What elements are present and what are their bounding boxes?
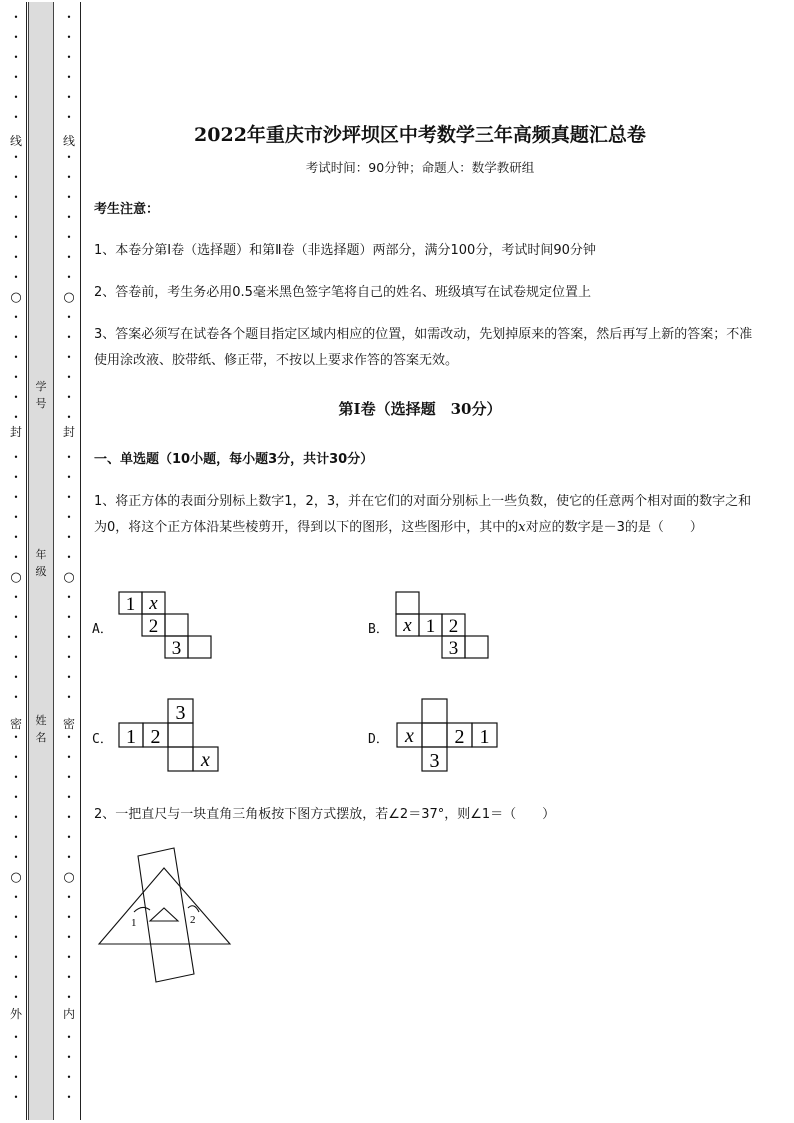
binding-dot: • (13, 993, 19, 1002)
option-c-cell-2: 2 (150, 726, 161, 748)
binding-dot: • (66, 1053, 72, 1062)
binding-dot: • (13, 1093, 19, 1102)
binding-dot: • (13, 653, 19, 662)
notice-heading: 考生注意： (94, 202, 160, 217)
ruler (138, 848, 194, 982)
binding-dot: • (66, 913, 72, 922)
binding-dot: • (13, 273, 19, 282)
angle-1-arc (134, 907, 150, 912)
option-a-net (116, 590, 216, 662)
option-d-cell-3: 3 (429, 750, 440, 772)
binding-dot: • (13, 413, 19, 422)
binding-dot: • (13, 633, 19, 642)
option-b-cell-3: 3 (448, 638, 459, 659)
inner-dot-column (62, 8, 76, 1108)
binding-dot: • (13, 73, 19, 82)
binding-dot: • (13, 613, 19, 622)
binding-dot: • (13, 173, 19, 182)
binding-dot: • (13, 333, 19, 342)
binding-dot: • (13, 213, 19, 222)
binding-dot: • (66, 173, 72, 182)
binding-dot: • (13, 473, 19, 482)
binding-dot: • (66, 593, 72, 602)
option-a-label: A． (92, 622, 113, 637)
notice-item-1: 1、本卷分第Ⅰ卷（选择题）和第Ⅱ卷（非选择题）两部分，满分100分，考试时间90分钟 (94, 243, 596, 258)
binding-dot: • (66, 313, 72, 322)
binding-dot: • (13, 853, 19, 862)
binding-dot: • (13, 953, 19, 962)
part-heading: 一、单选题（10小题，每小题3分，共计30分） (94, 452, 374, 467)
binding-dot: • (66, 693, 72, 702)
option-b-net (393, 590, 493, 662)
exam-info: 考试时间：90分钟；命题人：数学教研组 (305, 160, 535, 175)
option-d-cell-2: 2 (454, 726, 465, 748)
binding-dot: • (66, 473, 72, 482)
binding-dot: • (66, 73, 72, 82)
binding-dot: • (66, 893, 72, 902)
binding-dot: • (13, 373, 19, 382)
question-1-text-a: 1、将正方体的表面分别标上数字1，2，3，并在它们的对面分别标上一些负数，使它的任意两个相对面的数字之和为0，将这个正方体沿某些棱剪开，得到以下的图形，这些图形中，其中的 (94, 494, 752, 535)
angle-2-label: 2 (190, 914, 196, 926)
binding-dot: • (13, 1033, 19, 1042)
binding-circle: ○ (10, 290, 22, 305)
outer-label-feng: 封 (9, 425, 22, 439)
binding-dot: • (13, 53, 19, 62)
question-1-text-b: 对应的数字是－3的是（ ） (525, 520, 703, 535)
binding-dot: • (66, 353, 72, 362)
binding-dot: • (13, 553, 19, 562)
binding-dot: • (66, 53, 72, 62)
page-title: 2022年重庆市沙坪坝区中考数学三年高频真题汇总卷 (194, 124, 646, 146)
binding-inner-line (80, 2, 81, 1120)
binding-dot: • (13, 833, 19, 842)
student-id-field-label: 学号 (35, 380, 47, 410)
binding-circle: ○ (10, 570, 22, 585)
binding-dot: • (13, 153, 19, 162)
binding-dot: • (66, 253, 72, 262)
binding-dot: • (13, 493, 19, 502)
binding-dot: • (66, 533, 72, 542)
binding-dot: • (66, 213, 72, 222)
option-c-label: C． (92, 732, 113, 747)
binding-dot: • (66, 233, 72, 242)
binding-dot: • (13, 393, 19, 402)
notice-item-2: 2、答卷前，考生务必用0.5毫米黑色签字笔将自己的姓名、班级填写在试卷规定位置上 (94, 285, 591, 300)
triangle-hole (150, 908, 178, 921)
binding-dot: • (66, 773, 72, 782)
binding-circle: ○ (63, 570, 75, 585)
binding-dot: • (66, 333, 72, 342)
binding-dot: • (13, 933, 19, 942)
option-b-cell-x: x (403, 615, 412, 636)
option-c-cell-3: 3 (175, 702, 186, 724)
binding-dot: • (13, 753, 19, 762)
binding-dot: • (66, 833, 72, 842)
outer-label-wai: 外 (9, 1007, 22, 1021)
option-c-cell-x: x (201, 749, 210, 771)
binding-dot: • (66, 393, 72, 402)
angle-1-label: 1 (131, 917, 137, 929)
option-d-label: D． (368, 732, 389, 747)
notice-item-3: 3、答案必须写在试卷各个题目指定区域内相应的位置，如需改动，先划掉原来的答案，然后再写上新的答案；不准使用涂改液、胶带纸、修正带，不按以上要求作答的答案无效。 (94, 327, 753, 368)
option-b-label: B． (368, 622, 389, 637)
binding-dot: • (13, 93, 19, 102)
binding-dot: • (66, 613, 72, 622)
inner-label-mi: 密 (62, 717, 75, 731)
binding-dot: • (66, 793, 72, 802)
binding-dot: • (66, 553, 72, 562)
ruler-triangle-figure (94, 846, 236, 986)
binding-dot: • (13, 1073, 19, 1082)
binding-dot: • (13, 973, 19, 982)
question-1-text (94, 489, 754, 541)
binding-dot: • (66, 973, 72, 982)
binding-dot: • (66, 853, 72, 862)
binding-dot: • (66, 1033, 72, 1042)
option-a-cell-x: x (149, 593, 158, 614)
option-c-cell-1: 1 (126, 726, 136, 748)
binding-dot: • (13, 693, 19, 702)
option-a-cell-2: 2 (148, 616, 159, 637)
question-2-text: 2、一把直尺与一块直角三角板按下图方式摆放，若∠2＝37°，则∠1＝（ ） (94, 807, 556, 822)
binding-dot: • (13, 233, 19, 242)
binding-dot: • (13, 253, 19, 262)
binding-dot: • (66, 633, 72, 642)
binding-dot: • (66, 273, 72, 282)
binding-dot: • (66, 993, 72, 1002)
outer-label-xian: 线 (9, 134, 22, 148)
binding-dot: • (13, 813, 19, 822)
binding-dot: • (13, 353, 19, 362)
name-field-label: 姓名 (35, 714, 47, 744)
binding-dot: • (66, 813, 72, 822)
binding-circle: ○ (63, 290, 75, 305)
binding-dot: • (66, 653, 72, 662)
binding-dot: • (13, 593, 19, 602)
option-d-net (394, 697, 500, 775)
option-b-cell-1: 1 (425, 616, 436, 637)
binding-dot: • (66, 1093, 72, 1102)
binding-dot: • (13, 193, 19, 202)
binding-dot: • (66, 1073, 72, 1082)
option-c-net (116, 697, 222, 775)
inner-label-xian: 线 (62, 134, 75, 148)
binding-dot: • (13, 893, 19, 902)
outer-label-mi: 密 (9, 717, 22, 731)
option-b-cell-2: 2 (448, 616, 459, 637)
binding-dot: • (13, 513, 19, 522)
binding-dot: • (13, 313, 19, 322)
binding-dot: • (13, 1053, 19, 1062)
binding-dot: • (66, 33, 72, 42)
binding-dot: • (13, 733, 19, 742)
binding-dot: • (66, 493, 72, 502)
binding-dot: • (66, 13, 72, 22)
binding-dot: • (66, 753, 72, 762)
question-1-variable: x (518, 520, 526, 535)
binding-dot: • (66, 933, 72, 942)
section-title: 第Ⅰ卷（选择题 30分） (338, 400, 502, 418)
binding-dot: • (13, 773, 19, 782)
option-a-cell-3: 3 (171, 638, 182, 659)
binding-dot: • (66, 453, 72, 462)
binding-dot: • (66, 153, 72, 162)
binding-dot: • (13, 533, 19, 542)
binding-outer-line (26, 2, 27, 1120)
binding-dot: • (66, 93, 72, 102)
binding-dot: • (13, 673, 19, 682)
binding-dot: • (66, 413, 72, 422)
binding-circle: ○ (63, 870, 75, 885)
option-d-cell-1: 1 (479, 726, 490, 748)
binding-dot: • (13, 13, 19, 22)
binding-dot: • (13, 453, 19, 462)
outer-dot-column (9, 8, 23, 1108)
option-d-cell-x: x (405, 725, 414, 747)
inner-label-nei: 内 (62, 1007, 75, 1021)
binding-dot: • (66, 373, 72, 382)
binding-dot: • (66, 193, 72, 202)
binding-dot: • (66, 733, 72, 742)
binding-dot: • (66, 113, 72, 122)
inner-label-feng: 封 (62, 425, 75, 439)
grade-field-label: 年级 (35, 548, 47, 578)
binding-dot: • (13, 793, 19, 802)
binding-dot: • (66, 673, 72, 682)
binding-dot: • (66, 953, 72, 962)
binding-dot: • (13, 33, 19, 42)
binding-circle: ○ (10, 870, 22, 885)
binding-dot: • (13, 113, 19, 122)
binding-dot: • (13, 913, 19, 922)
binding-dot: • (66, 513, 72, 522)
right-triangle (99, 868, 230, 944)
option-a-cell-1: 1 (125, 594, 136, 615)
